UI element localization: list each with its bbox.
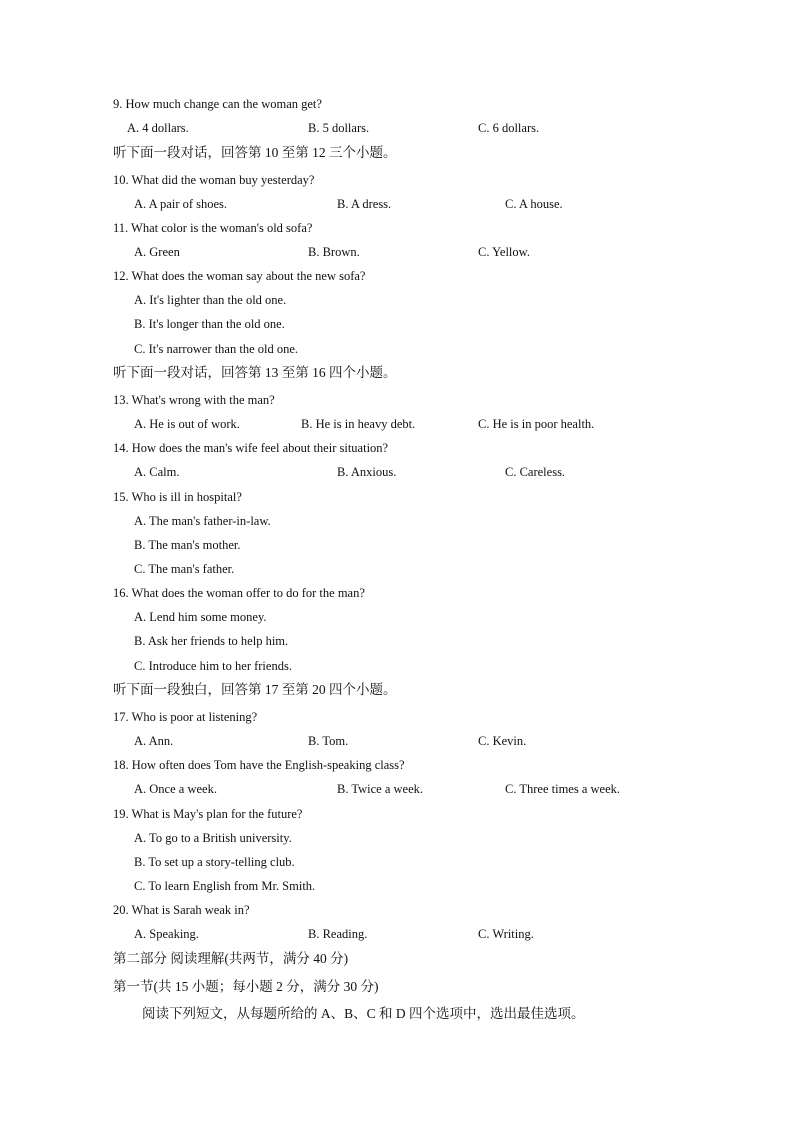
question-15-stem: 15. Who is ill in hospital? [113, 490, 242, 504]
question-10-option-c: C. A house. [505, 197, 563, 211]
question-20-option-b: B. Reading. [308, 927, 368, 941]
question-11-option-b: B. Brown. [308, 245, 360, 259]
monologue-instruction: 听下面一段独白，回答第 17 至第 20 四个小题。 [113, 682, 397, 697]
question-16-stem: 16. What does the woman offer to do for the man? [113, 586, 365, 600]
question-17-option-c: C. Kevin. [478, 734, 527, 748]
question-13-option-b: B. He is in heavy debt. [301, 417, 416, 431]
question-14-option-c: C. Careless. [505, 465, 566, 479]
question-15-option-a: A. The man's father-in-law. [134, 514, 271, 528]
question-14-stem: 14. How does the man's wife feel about their situation? [113, 441, 389, 455]
question-11-stem: 11. What color is the woman's old sofa? [113, 221, 313, 235]
question-13-option-c: C. He is in poor health. [478, 417, 595, 431]
question-18-stem: 18. How often does Tom have the English-speaking class? [113, 758, 405, 772]
question-20-option-c: C. Writing. [478, 927, 534, 941]
question-15-option-c: C. The man's father. [134, 562, 235, 576]
dialogue-1-instruction: 听下面一段对话，回答第 10 至第 12 三个小题。 [113, 145, 397, 160]
question-9-option-b: B. 5 dollars. [308, 121, 370, 135]
dialogue-2-instruction: 听下面一段对话，回答第 13 至第 16 四个小题。 [113, 365, 397, 380]
question-16-option-c: C. Introduce him to her friends. [134, 659, 292, 673]
question-15-option-b: B. The man's mother. [134, 538, 241, 552]
question-14-option-a: A. Calm. [134, 465, 180, 479]
question-12-stem: 12. What does the woman say about the new sofa? [113, 269, 366, 283]
question-11-option-c: C. Yellow. [478, 245, 530, 259]
question-12-option-b: B. It's longer than the old one. [134, 317, 285, 331]
question-16-option-b: B. Ask her friends to help him. [134, 634, 289, 648]
question-9-option-a: A. 4 dollars. [127, 121, 189, 135]
question-19-stem: 19. What is May's plan for the future? [113, 807, 303, 821]
question-14-option-b: B. Anxious. [337, 465, 397, 479]
question-20-stem: 20. What is Sarah weak in? [113, 903, 250, 917]
question-20-option-a: A. Speaking. [134, 927, 199, 941]
question-10-option-a: A. A pair of shoes. [134, 197, 228, 211]
question-18-option-a: A. Once a week. [134, 782, 217, 796]
question-12-option-a: A. It's lighter than the old one. [134, 293, 287, 307]
question-19-option-c: C. To learn English from Mr. Smith. [134, 879, 316, 893]
question-18-option-c: C. Three times a week. [505, 782, 621, 796]
question-13-stem: 13. What's wrong with the man? [113, 393, 275, 407]
question-19-option-a: A. To go to a British university. [134, 831, 292, 845]
question-17-stem: 17. Who is poor at listening? [113, 710, 258, 724]
question-12-option-c: C. It's narrower than the old one. [134, 342, 299, 356]
question-16-option-a: A. Lend him some money. [134, 610, 267, 624]
question-11-option-a: A. Green [134, 245, 180, 259]
question-9-stem: 9. How much change can the woman get? [113, 97, 322, 111]
section-1-heading: 第一节(共 15 小题；每小题 2 分，满分 30 分) [113, 979, 379, 994]
question-18-option-b: B. Twice a week. [337, 782, 424, 796]
question-9-option-c: C. 6 dollars. [478, 121, 540, 135]
question-19-option-b: B. To set up a story-telling club. [134, 855, 295, 869]
question-10-stem: 10. What did the woman buy yesterday? [113, 173, 315, 187]
question-10-option-b: B. A dress. [337, 197, 392, 211]
question-17-option-b: B. Tom. [308, 734, 349, 748]
reading-instruction: 阅读下列短文，从每题所给的 A、B、C 和 D 四个选项中，选出最佳选项。 [142, 1006, 585, 1021]
question-13-option-a: A. He is out of work. [134, 417, 240, 431]
question-17-option-a: A. Ann. [134, 734, 174, 748]
part-2-heading: 第二部分 阅读理解(共两节，满分 40 分) [113, 951, 349, 966]
